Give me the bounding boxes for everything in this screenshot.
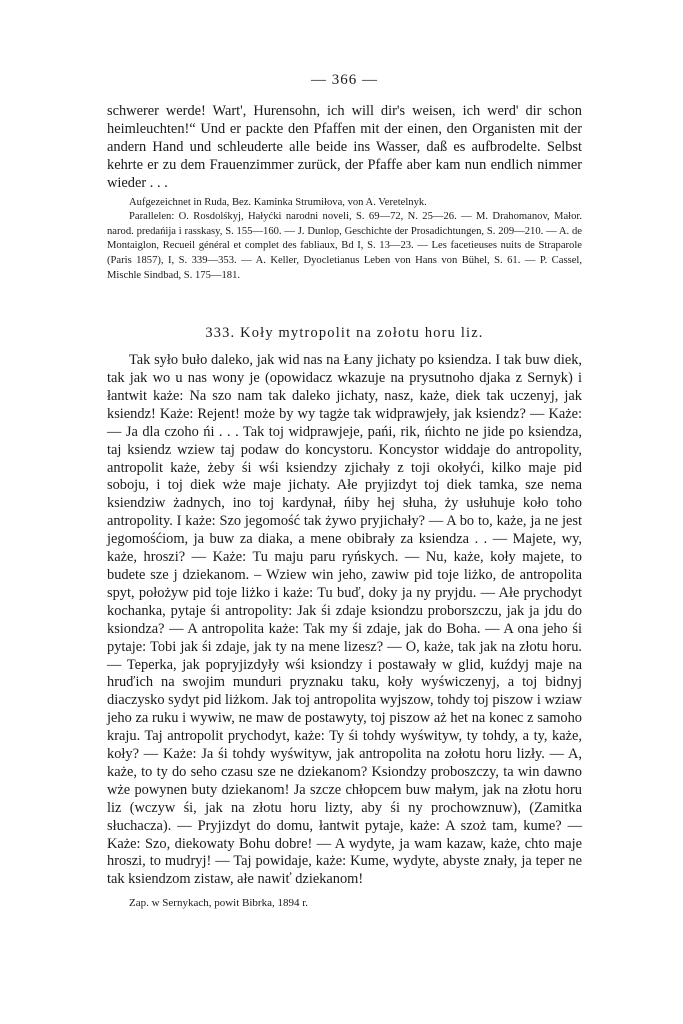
recorded-note: Aufgezeichnet in Ruda, Bez. Kaminka Strumiłova, von A. Veretelnyk. — [129, 196, 427, 208]
document-page — [107, 72, 582, 921]
story-title: 333. Koły mytropolit na zołotu horu liz. — [205, 325, 484, 342]
story-paragraph: Tak syło buło daleko, jak wid nas na Łany jichaty po ksiendza. I tak buw diek, tak jak wo u nas wony je (opowidacz wkazuje na prysutnoho djaka z Sernyk) i łantwit każe: Na szo nam tak daleko jichaty, nasz, każe, diek tak uczenyj, jak ksiendz! Każe: Rejent! może by wy tagże tak widprawjeły, jak ksiendz? — Każe: — Ja dla czoho ńi . . . Tak toj widprawjeje, pańi, rik, ńichto ne jide po ksiendza, taj ksiendz wziew taj podaw do koncystoru. Koncystor widdaje do antropolity, antropolit każe, żeby śi wśi ksiendzy zjichały z toji okołyći, kilko maje pid soboju, i toj diek wże maje jichaty. Ałe pryjizdyt toj diek tamka, sze nema ksiendziw żadnych, ino toj kardynał, ńiby hej słuha, ży usłuhuje koło toho antropolity. I każe: Szo jegomość tak żywo pryjichały? — A bo to, każe, ja ne jest jegomośćiom, ja buw za diaka, a mene obibrały za ksiendza . . — Majete, wy, każe, hroszi? — Każe: Tu maju paru ryńskych. — Nu, każe, koły majete, to budete sze j dziekanom. – Wziew win jeho, zawiw pid toje liżko, de antropolita spyt, położyw pid toje liżko i każe: Tu buď, doky ja ny pryjdu. — Ałe prychodyt kochanka, pytaje śi antropolity: Jak śi zdaje ksiondzu proborszczu, jak ja jdu do ksiondza? — A antropolita każe: Tak my śi zdaje, jak do Boha. — A ona jeho śi pytaje: Tobi jak śi zdaje, jak ty na mene lizesz? — O, każe, tak jak na złotu horu. — Teperka, jak popryjizdyły wśi ksiondzy i postawały w glid, kuźdyj maje na hruďich na swojim munduri pryznaku taku, koły wyświczenyj, a toj bidnyj diaczysko sydyt pid liżkom. Jak toj antropolita wyjszow, tohdy toj piszow i wziaw jeho za ruku i wywiw, ne maw de postawyty, toj piszow aż het na konec z samoho kraju. Taj antropolit prychodyt, każe: Ty śi tohdy wyśwityw, ty tohdy, a ty, każe, koły? — Każe: Ja śi tohdy wyśwityw, jak antropolita na zołotu horu lizły. — A, każe, to ty do seho czasu sze ne dziekanom? Ksiondzy proboszczy, ta win dawno wże powynen buty dziekanom! Ja szcze chłopcem buw małym, jak na złotu horu liz (wczyw śi, jak na złotu horu lizty, aby śi ny prochowznuw), (Zamitka słuchacza). — Pryjizdyt do domu, łantwit pytaje, każe: A szoż tam, kume? — Każe: Szo, diekowaty Bohu dobre! — A wydyte, ja wam kazaw, każe, chto maje hroszi, to mudryj! — Taj powidaje, każe: Kume, wydyte, abyste znały, ja teper ne tak ksiendzom zistaw, ałe nawiť dziekanom! — [107, 352, 582, 888]
source-note: Zap. w Sernykach, powit Bibrka, 1894 r. — [129, 897, 309, 910]
page-number: — 366 — — [311, 72, 378, 88]
continuation-paragraph: schwerer werde! Wart', Hurensohn, ich will dir's weisen, ich werd' dir schon heimleuchten!“ Und er packte den Pfaffen mit der einen, den Organisten mit der andern Hand und schleuderte alle beide ins Wasser, daß es aufbrodelte. Selbst kehrte er zu dem Frauenzimmer zurück, der Pfaffe aber kam nun endlich nimmer wieder . . . — [107, 103, 582, 191]
parallels-note: Parallelen: O. Rosdolśkyj, Hałyćki narodni noveli, S. 69—72, N. 25—26. — M. Drahomanov, Małor. narod. predańija i rasskasy, S. 155—160. — J. Dunlop, Geschichte der Prosadichtungen, S. 209—210. — A. de Montaiglon, Recueil général et complet des fabliaux, Bd I, S. 13—23. — Les facetieuses nuits de Straparole (Paris 1857), I, S. 339—353. — A. Keller, Dyocletianus Leben von Hans von Bühel, S. 61. — P. Cassel, Mischle Sindbad, S. 175—181. — [107, 211, 582, 281]
